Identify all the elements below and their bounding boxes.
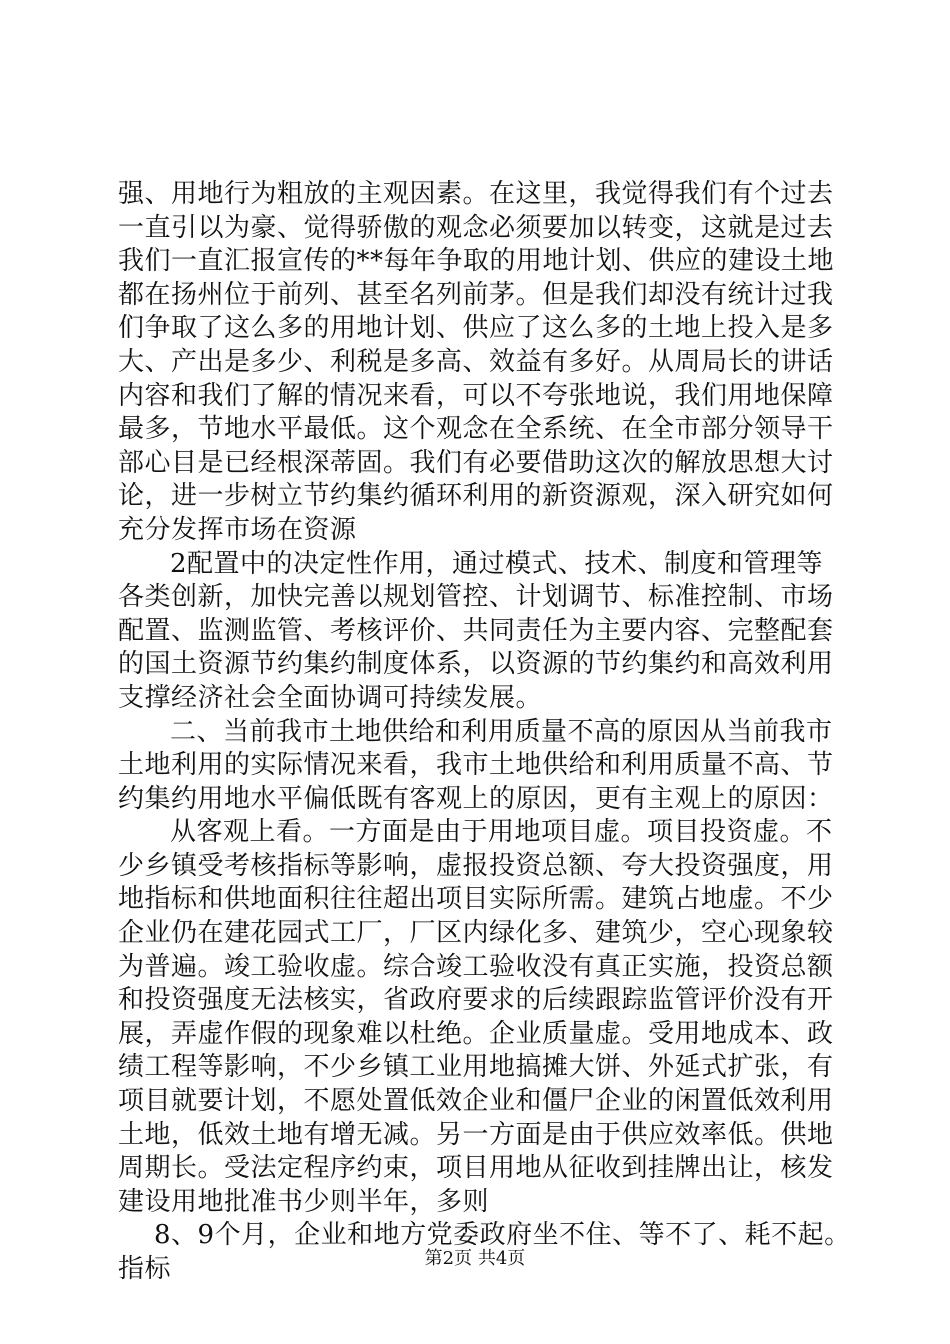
text-line: 一直引以为豪、觉得骄傲的观念必须要加以转变，这就是过去 xyxy=(118,212,834,243)
text-line: 论，进一步树立节约集约循环利用的新资源观，深入研究如何 xyxy=(118,481,834,512)
text-line: 8、9个月，企业和地方党委政府坐不住、等不了、耗不起。 xyxy=(154,1220,851,1251)
text-line: 企业仍在建花园式工厂，厂区内绿化多、建筑少，空心现象较 xyxy=(118,918,834,949)
text-line: 地指标和供地面积往往超出项目实际所需。建筑占地虚。不少 xyxy=(118,884,834,915)
text-line: 们争取了这么多的用地计划、供应了这么多的土地上投入是多 xyxy=(118,313,834,344)
text-line: 最多，节地水平最低。这个观念在全系统、在全市部分领导干 xyxy=(118,414,834,445)
text-line: 绩工程等影响，不少乡镇工业用地搞摊大饼、外延式扩张，有 xyxy=(118,1052,834,1083)
text-line: 项目就要计划，不愿处置低效企业和僵尸企业的闲置低效利用 xyxy=(118,1086,834,1117)
text-line: 各类创新，加快完善以规划管控、计划调节、标准控制、市场 xyxy=(118,582,834,613)
text-line: 从客观上看。一方面是由于用地项目虚。项目投资虚。不 xyxy=(170,817,833,848)
text-line: 约集约用地水平偏低既有客观上的原因，更有主观上的原因： xyxy=(118,783,834,814)
text-line: 部心目是已经根深蒂固。我们有必要借助这次的解放思想大讨 xyxy=(118,447,834,478)
text-line: 内容和我们了解的情况来看，可以不夸张地说，我们用地保障 xyxy=(118,380,834,411)
text-line: 配置、监测监管、考核评价、共同责任为主要内容、完整配套 xyxy=(118,615,834,646)
text-line: 建设用地批准书少则半年，多则 xyxy=(118,1186,490,1217)
text-line: 充分发挥市场在资源 xyxy=(118,514,357,545)
text-line: 都在扬州位于前列、甚至名列前茅。但是我们却没有统计过我 xyxy=(118,279,834,310)
text-line: 土地利用的实际情况来看，我市土地供给和利用质量不高、节 xyxy=(118,750,834,781)
text-line: 和投资强度无法核实，省政府要求的后续跟踪监管评价没有开 xyxy=(118,985,834,1016)
text-line: 土地，低效土地有增无减。另一方面是由于供应效率低。供地 xyxy=(118,1119,834,1150)
text-line: 展，弄虚作假的现象难以杜绝。企业质量虚。受用地成本、政 xyxy=(118,1018,834,1049)
text-line: 指标 xyxy=(118,1254,172,1284)
text-line: 为普遍。竣工验收虚。综合竣工验收没有真正实施，投资总额 xyxy=(118,951,834,982)
text-line: 我们一直汇报宣传的**每年争取的用地计划、供应的建设土地 xyxy=(118,246,835,277)
text-line: 少乡镇受考核指标等影响，虚报投资总额、夸大投资强度，用 xyxy=(118,850,834,881)
text-line: 二、当前我市土地供给和利用质量不高的原因从当前我市 xyxy=(170,716,833,747)
text-line: 支撑经济社会全面协调可持续发展。 xyxy=(118,682,543,713)
text-line: 2配置中的决定性作用，通过模式、技术、制度和管理等 xyxy=(170,548,824,579)
text-line: 强、用地行为粗放的主观因素。在这里，我觉得我们有个过去 xyxy=(118,179,834,209)
page-footer: 第2页 共4页 xyxy=(424,1248,526,1269)
text-line: 大、产出是多少、利税是多高、效益有多好。从周局长的讲话 xyxy=(118,346,834,377)
text-line: 周期长。受法定程序约束，项目用地从征收到挂牌出让，核发 xyxy=(118,1153,834,1184)
text-line: 的国土资源节约集约制度体系，以资源的节约集约和高效利用 xyxy=(118,649,834,680)
document-body xyxy=(118,178,851,1287)
